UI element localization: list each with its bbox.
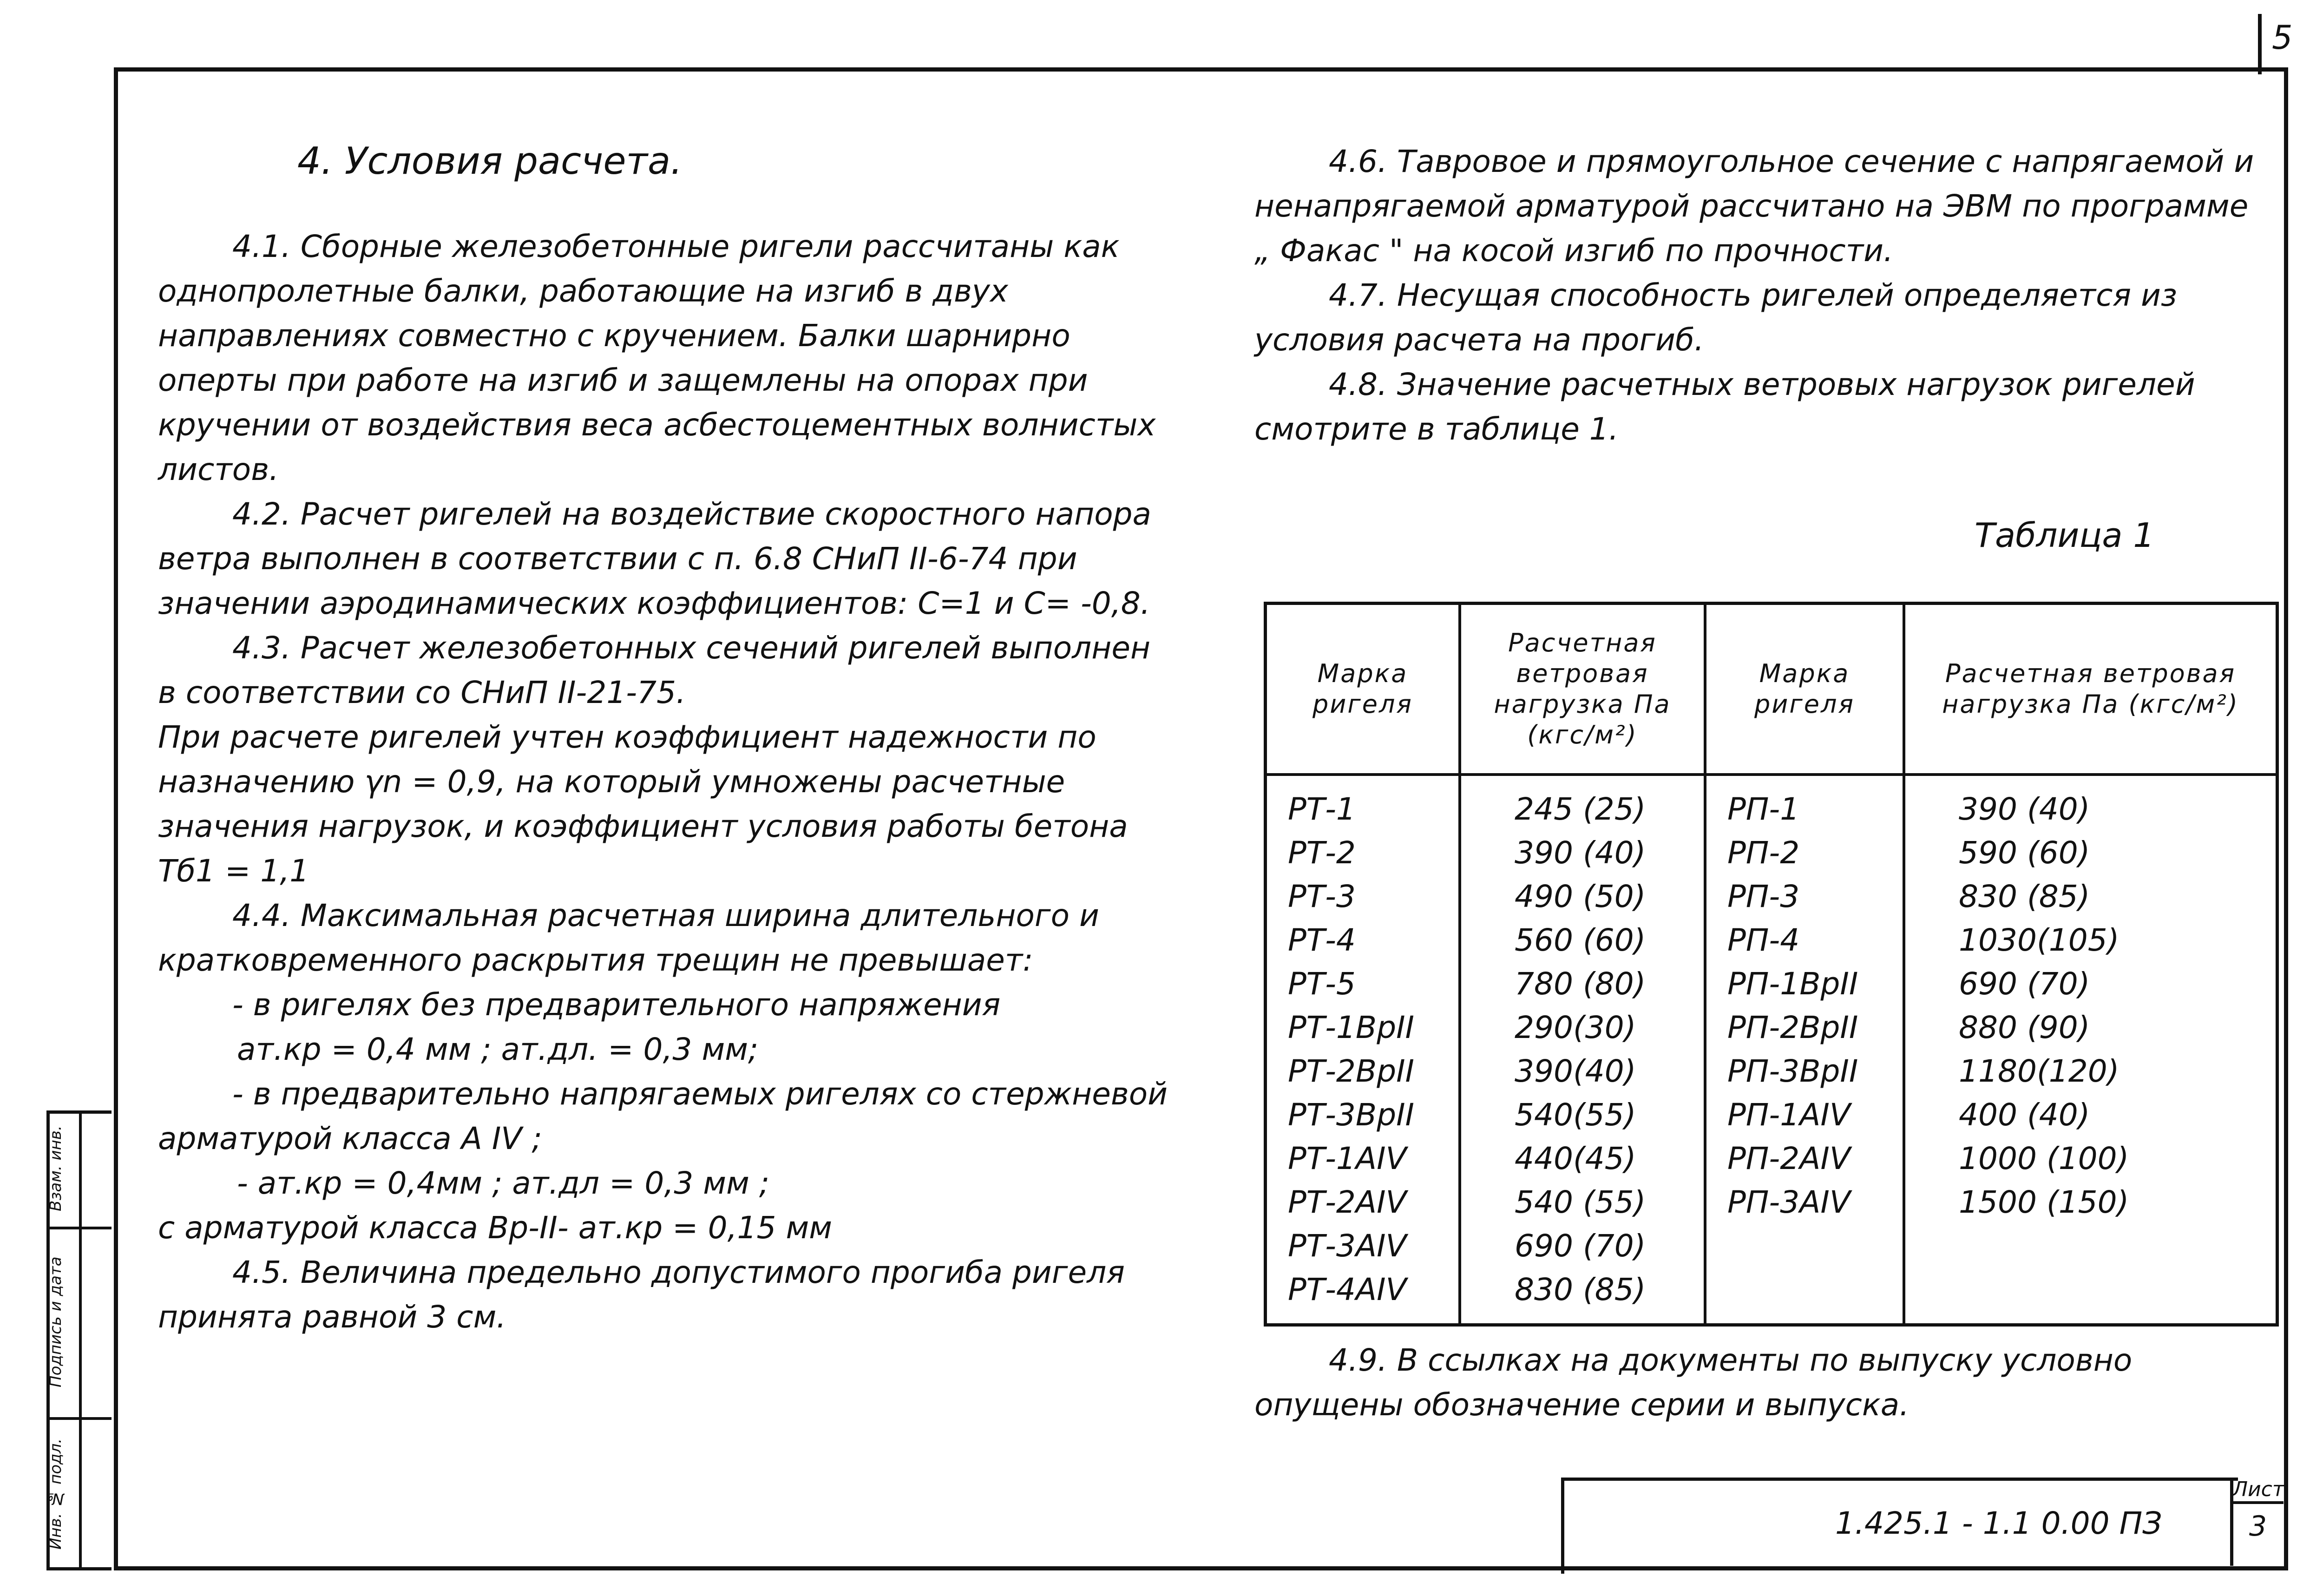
beam-mark-cell: РТ-3AIV <box>1288 1228 1407 1264</box>
column-load-1 <box>1460 775 1705 1325</box>
wind-load-cell: 1180(120) <box>1959 1053 2120 1089</box>
beam-mark-cell: РТ-5 <box>1288 966 1356 1002</box>
wind-load-cell: 690 (70) <box>1515 1228 1646 1264</box>
note-4-9-text: 4.9. В ссылках на документы по выпуску условно опущены обозначение серии и выпуска. <box>1254 1342 2133 1423</box>
beam-mark-cell: РП-2ВрII <box>1727 1010 1858 1045</box>
column-mark-1 <box>1266 775 1460 1325</box>
beam-mark-cell: РТ-3 <box>1288 879 1356 914</box>
beam-mark-cell: РП-1 <box>1727 791 1800 827</box>
clause-paragraph: 4.2. Расчет ригелей на воздействие скоростного напора ветра выполнен в соответствии с п. 6.8 СНиП II-6-74 при значении аэродинамических коэффициентов: С=1 и С= -0,8. <box>158 496 1151 621</box>
wind-load-cell <box>1959 1268 2275 1312</box>
table-header-row <box>1266 604 2277 775</box>
page-number: 5 <box>2272 19 2293 57</box>
header-mark-1: Марка ригеля <box>1266 604 1460 775</box>
beam-mark-cell: РТ-2 <box>1288 835 1356 871</box>
document-code: 1.425.1 - 1.1 0.00 ПЗ <box>1835 1505 2162 1541</box>
wind-load-cell: 780 (80) <box>1515 966 1646 1002</box>
clause-paragraph: - в ригелях без предварительного напряжения <box>232 987 1001 1023</box>
beam-mark-cell: РТ-3ВрII <box>1288 1097 1415 1133</box>
column-load-2 <box>1904 775 2277 1325</box>
clause-paragraph: 4.4. Максимальная расчетная ширина длительного и кратковременного раскрытия трещин не превышает: <box>158 898 1099 978</box>
beam-mark-cell: РП-2 <box>1727 835 1800 871</box>
side-row-divider <box>46 1417 112 1420</box>
header-load-2: Расчетная ветровая нагрузка Па (кгс/м²) <box>1904 604 2277 775</box>
table-body-row <box>1266 775 2277 1325</box>
sheet-number: 3 <box>2249 1510 2267 1543</box>
wind-load-cell: 390(40) <box>1515 1053 1636 1089</box>
wind-load-cell: 1030(105) <box>1959 922 2120 958</box>
side-label-inv: Инв. № подл. <box>46 1438 65 1550</box>
section-title: 4. Условия расчета. <box>297 139 682 183</box>
clause-paragraph: 4.8. Значение расчетных ветровых нагрузок ригелей смотрите в таблице 1. <box>1254 367 2195 447</box>
side-stamp-divider <box>79 1110 82 1570</box>
table-caption: Таблица 1 <box>1975 516 2155 555</box>
beam-mark-cell <box>1727 1268 1902 1312</box>
wind-load-table <box>1264 602 2279 1327</box>
wind-load-cell: 1000 (100) <box>1959 1141 2129 1176</box>
beam-mark-cell: РП-3AIV <box>1727 1184 1851 1220</box>
clause-paragraph: 4.7. Несущая способность ригелей определяется из условия расчета на прогиб. <box>1254 277 2178 358</box>
beam-mark-cell: РП-3 <box>1727 879 1800 914</box>
side-label-sign: Подпись и дата <box>46 1256 65 1387</box>
sheet-label: Лист <box>2232 1478 2284 1504</box>
beam-mark-cell: РП-2AIV <box>1727 1141 1851 1176</box>
beam-mark-cell: РП-4 <box>1727 922 1800 958</box>
clause-paragraph: 4.6. Тавровое и прямоугольное сечение с напрягаемой и ненапрягаемой арматурой рассчитано на ЭВМ по программе „ Факас " на косой изгиб по прочности. <box>1254 144 2254 269</box>
clause-paragraph: - aт.кр = 0,4мм ; aт.дл = 0,3 мм ; <box>237 1165 770 1201</box>
wind-load-cell: 490 (50) <box>1515 879 1646 914</box>
side-label-replace: Взам. инв. <box>46 1125 65 1212</box>
wind-load-cell: 1500 (150) <box>1959 1184 2129 1220</box>
wind-load-cell: 880 (90) <box>1959 1010 2090 1045</box>
wind-load-cell: 830 (85) <box>1515 1272 1646 1307</box>
beam-mark-cell: РП-1AIV <box>1727 1097 1851 1133</box>
wind-load-cell: 540 (55) <box>1515 1184 1646 1220</box>
wind-load-cell: 560 (60) <box>1515 922 1646 958</box>
beam-mark-cell: РТ-1AIV <box>1288 1141 1407 1176</box>
wind-load-cell <box>1959 1224 2275 1268</box>
beam-mark-cell: РТ-2ВрII <box>1288 1053 1415 1089</box>
clause-paragraph: aт.кр = 0,4 мм ; aт.дл. = 0,3 мм; <box>237 1031 759 1067</box>
beam-mark-cell: РП-3ВрII <box>1727 1053 1858 1089</box>
header-mark-2: Марка ригеля <box>1705 604 1904 775</box>
beam-mark-cell: РП-1ВрII <box>1727 966 1858 1002</box>
wind-load-cell: 390 (40) <box>1515 835 1646 871</box>
beam-mark-cell: РТ-2AIV <box>1288 1184 1407 1220</box>
beam-mark-cell: РТ-4AIV <box>1288 1272 1407 1307</box>
left-column <box>158 139 1171 1340</box>
beam-mark-cell: РТ-1ВрII <box>1288 1010 1415 1045</box>
note-4-9 <box>1254 1338 2258 1427</box>
clause-paragraph: - в предварительно напрягаемых ригелях со стержневой арматурой класса A IV ; <box>158 1076 1168 1156</box>
header-load-1: Расчетная ветровая нагрузка Па (кгс/м²) <box>1460 604 1705 775</box>
corner-line <box>2258 14 2262 74</box>
column-mark-2 <box>1705 775 1904 1325</box>
side-row-divider <box>46 1227 112 1229</box>
wind-load-cell: 440(45) <box>1515 1141 1636 1176</box>
right-column <box>1254 139 2258 452</box>
wind-load-cell: 290(30) <box>1515 1010 1636 1045</box>
wind-load-cell: 830 (85) <box>1959 879 2090 914</box>
wind-load-cell: 540(55) <box>1515 1097 1636 1133</box>
beam-mark-cell <box>1727 1224 1902 1268</box>
wind-load-cell: 590 (60) <box>1959 835 2090 871</box>
clause-paragraph: При расчете ригелей учтен коэффициент надежности по назначению γn = 0,9, на который умножены расчетные значения нагрузок, и коэффициент условия работы бетона Tб1 = 1,1 <box>158 719 1128 889</box>
wind-load-cell: 390 (40) <box>1959 791 2090 827</box>
wind-load-cell: 245 (25) <box>1515 791 1646 827</box>
clause-paragraph: 4.3. Расчет железобетонных сечений ригелей выполнен в соответствии со СНиП II-21-75. <box>158 630 1151 710</box>
clause-paragraph: 4.5. Величина предельно допустимого прогиба ригеля принята равной 3 см. <box>158 1254 1125 1335</box>
clause-paragraph: с арматурой класса Вр-II- aт.кр = 0,15 мм <box>158 1210 833 1246</box>
beam-mark-cell: РТ-4 <box>1288 922 1356 958</box>
wind-load-cell: 400 (40) <box>1959 1097 2090 1133</box>
clause-paragraph: 4.1. Сборные железобетонные ригели рассчитаны как однопролетные балки, работающие на изгиб в двух направлениях совместно с кручением. Балки шарнирно оперты при работе на изгиб и защемлены на опорах при кручении от воздействия веса асбестоцементных волнистых листов. <box>158 229 1156 487</box>
beam-mark-cell: РТ-1 <box>1288 791 1356 827</box>
wind-load-cell: 690 (70) <box>1959 966 2090 1002</box>
